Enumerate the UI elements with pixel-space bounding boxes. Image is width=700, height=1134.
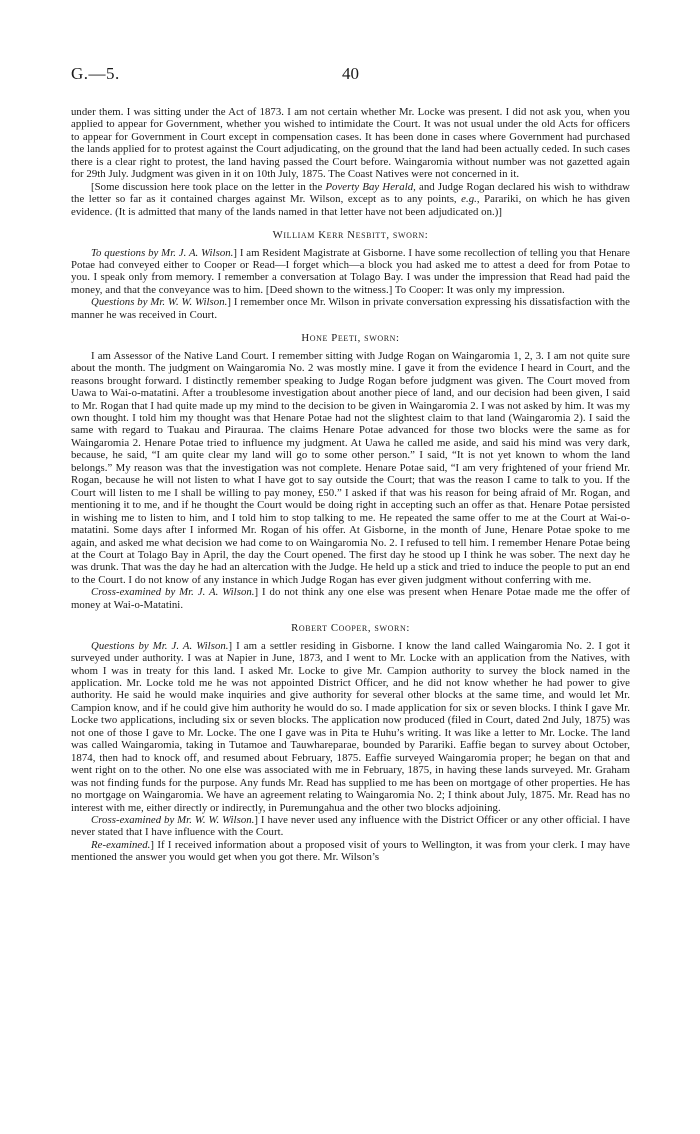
- page-number: 40: [342, 64, 359, 83]
- page-header: [71, 64, 630, 92]
- examination-label: Re-examined.: [91, 838, 151, 851]
- text-run: [Some discussion here took place on the letter in the: [91, 180, 326, 193]
- text-run: ] I do not think any one else was present when Henare Potae made me the offer of money at Wai-o-Matatini.: [71, 586, 630, 611]
- spacer: [71, 321, 630, 332]
- paragraph: [71, 839, 630, 864]
- spacer: [71, 218, 630, 229]
- paragraph: [71, 814, 630, 839]
- witness-heading: Robert Cooper, sworn:: [291, 622, 410, 635]
- witness-heading: William Kerr Nesbitt, sworn:: [272, 229, 429, 242]
- paragraph: [71, 247, 630, 297]
- page-body: [71, 106, 630, 864]
- text-run: ] I remember once Mr. Wilson in private conversation expressing his dissatisfaction with the manner he was received in Court.: [71, 296, 630, 321]
- text-run: , and Judge Rogan declared his wish to withdraw the letter so far as it contained charges against Mr. Wilson, except as to any points,: [71, 180, 630, 206]
- paragraph: [71, 640, 630, 814]
- text-run: ] I have never used any influence with the District Officer or any other official. I have never stated that I have influence with the Court.: [71, 814, 630, 839]
- text-run: ] If I received information about a proposed visit of yours to Wellington, it was from your clerk. I may have mentioned the answer you would get when you got there. Mr. Wilson’s: [71, 838, 630, 864]
- witness-heading: Hone Peeti, sworn:: [301, 332, 400, 345]
- text-run: ] I am a settler residing in Gisborne. I know the land called Waingaromia No. 2. I got it surveyed under authority. I was at Napier in June, 1873, and I went to Mr. Locke with an application from the Natives, with whom I was in treaty for this land. I asked Mr. Locke to give Mr. Campion authority to survey the block named in the application. Mr. Locke told me he was not appointed District Officer, and he did not know whether he had power to give authority. He said he would make inquiries and give authority for several other blocks at the same time, and would let Mr. Campion know, and if he could give him authority he would do so. I made application for six or seven blocks. I think I gave Mr. Locke two applications, including six or seven blocks. The application now produced (filed in Court, dated 2nd July, 1875) was not one of those I gave to Mr. Locke. The one I gave was in Pita te Huhu’s writing. It was like a letter to Mr. Locke. The land was called Waingaromia, taking in Tutamoe and Tauwhareparae, bounded by Parariki. Eaffie began to survey about October, 1874, then had to knock off, and resumed about February, 1875. Eaffie surveyed Waingaromia proper; he began on that and went right on to the other. No one else was associated with me in February, 1875, in having these lands surveyed. Mr. Graham was not finding funds for the purpose. Any funds Mr. Read has supplied to me has been on mortgage of other properties. He has no mortgage on Waingaromia. We have an agreement relating to Waingaromia No. 2; I think about July, 1875. Mr. Read has no interest with me, either directly or indirectly, in Puremungahua and the other two blocks adjoining.: [71, 639, 630, 814]
- examination-label: To questions by Mr. J. A. Wilson.: [91, 246, 234, 259]
- examination-label: Cross-examined by Mr. J. A. Wilson.: [91, 586, 255, 599]
- paragraph: [71, 296, 630, 321]
- paragraph-bracketed-note: [71, 181, 630, 218]
- examination-label: Questions by Mr. W. W. Wilson.: [91, 296, 228, 309]
- newspaper-title: Poverty Bay Herald: [325, 180, 414, 193]
- spacer: [71, 611, 630, 622]
- text-run: , Parariki, on which he has given evidence. (It is admitted that many of the lands named in that letter have not been adjudicated on.)]: [71, 193, 631, 218]
- paragraph: [71, 586, 630, 611]
- paragraph: under them. I was sitting under the Act of 1873. I am not certain whether Mr. Locke was present. I did not ask you, when you applied to appear for Government, whether you wished to intimidate the Court. It was not usual under the old Acts for officers to appear for Government in Court except in compensation cases. It has been done in cases where Government had purchased the lands applied for to protest against the Court adjudicating, on the ground that the land had been actually ceded. In such cases there is a clear right to protest, the land having passed the Court before. Waingaromia without number was not gazetted again for 29th July. Judgment was given in it on 10th July, 1875. The Coast Natives were not concerned in it.: [71, 106, 630, 181]
- examination-label: Questions by Mr. J. A. Wilson.: [91, 639, 229, 652]
- examination-label: Cross-examined by Mr. W. W. Wilson.: [91, 814, 255, 827]
- text-run: ] I am Resident Magistrate at Gisborne. I have some recollection of telling you that Henare Potae had conveyed either to Cooper or Read—I forget which—a block you had asked me to attest a deed for from Potae to you. I speak only from memory. I remember a conversation at Tolago Bay. I was under the impression that Read had paid the money, and that the conveyance was to him. [Deed shown to the witness.] To Cooper: It was only my impression.: [71, 246, 630, 296]
- paragraph: I am Assessor of the Native Land Court. I remember sitting with Judge Rogan on Waingaromia 1, 2, 3. I am not quite sure about the month. The judgment on Waingaromia No. 2 was mostly mine. I gave it from the evidence I heard in Court, and the reasons brought forward. I distinctly remember speaking to Judge Rogan before judgment was given. The Court moved from Uawa to Wai-o-matatini. After a troublesome investigation about another piece of land, and our decision had been given, I said to Mr. Rogan that I had quite made up my mind to the decision to be given in Waingaromia 2. I was not asked by him. It was my own thought. I told him my thought was that Henare Potae had not the slightest claim to that land (Waingaromia 2). I said the same with regard to Tuakau and Pirauraa. The claims Henare Potae advanced for those two blocks were the same as for Waingaromia 2. Henare Potae tried to influence my judgment. At Uawa he called me aside, and said his mind was very dark, because, he said, “I am quite clear my land will go to some other person.” I said, “It is not yet known to whom the land belongs.” My reason was that the investigation was not complete. Henare Potae said, “I am very frightened of your friend Mr. Rogan, because he will not listen to what I have got to say outside the Court; that was the reason I came to talk to you. If the Court will listen to me I shall be willing to pay money, £50.” I asked if that was his reason for being afraid of Mr. Rogan, and mentioning it to me, and if he thought the Court would be doing right in accepting such an offer as that. Henare Potae persisted in wishing me to listen to him, and I told him to stop talking to me. He repeated the same offer to me at the Court at Wai-o-matatini. Some days after I informed Mr. Rogan of his offer. At Gisborne, in the month of June, Henare Potae spoke to me again, and asked me what decision we had come to on Waingaromia No. 2. I refused to tell him. I remember Henare Potae being at the Court at Tolago Bay in April, the day the Court opened. The first day he stood up I think he was sober. The next day he was drunk. That was the day he had an altercation with the Judge. He held up a stick and tried to induce the people to put an end to the Court. I do not know of any instance in which Judge Rogan has ever given judgment without conferring with me.: [71, 349, 631, 586]
- abbreviation: e.g.: [461, 193, 477, 206]
- document-reference: G.—5.: [71, 64, 120, 83]
